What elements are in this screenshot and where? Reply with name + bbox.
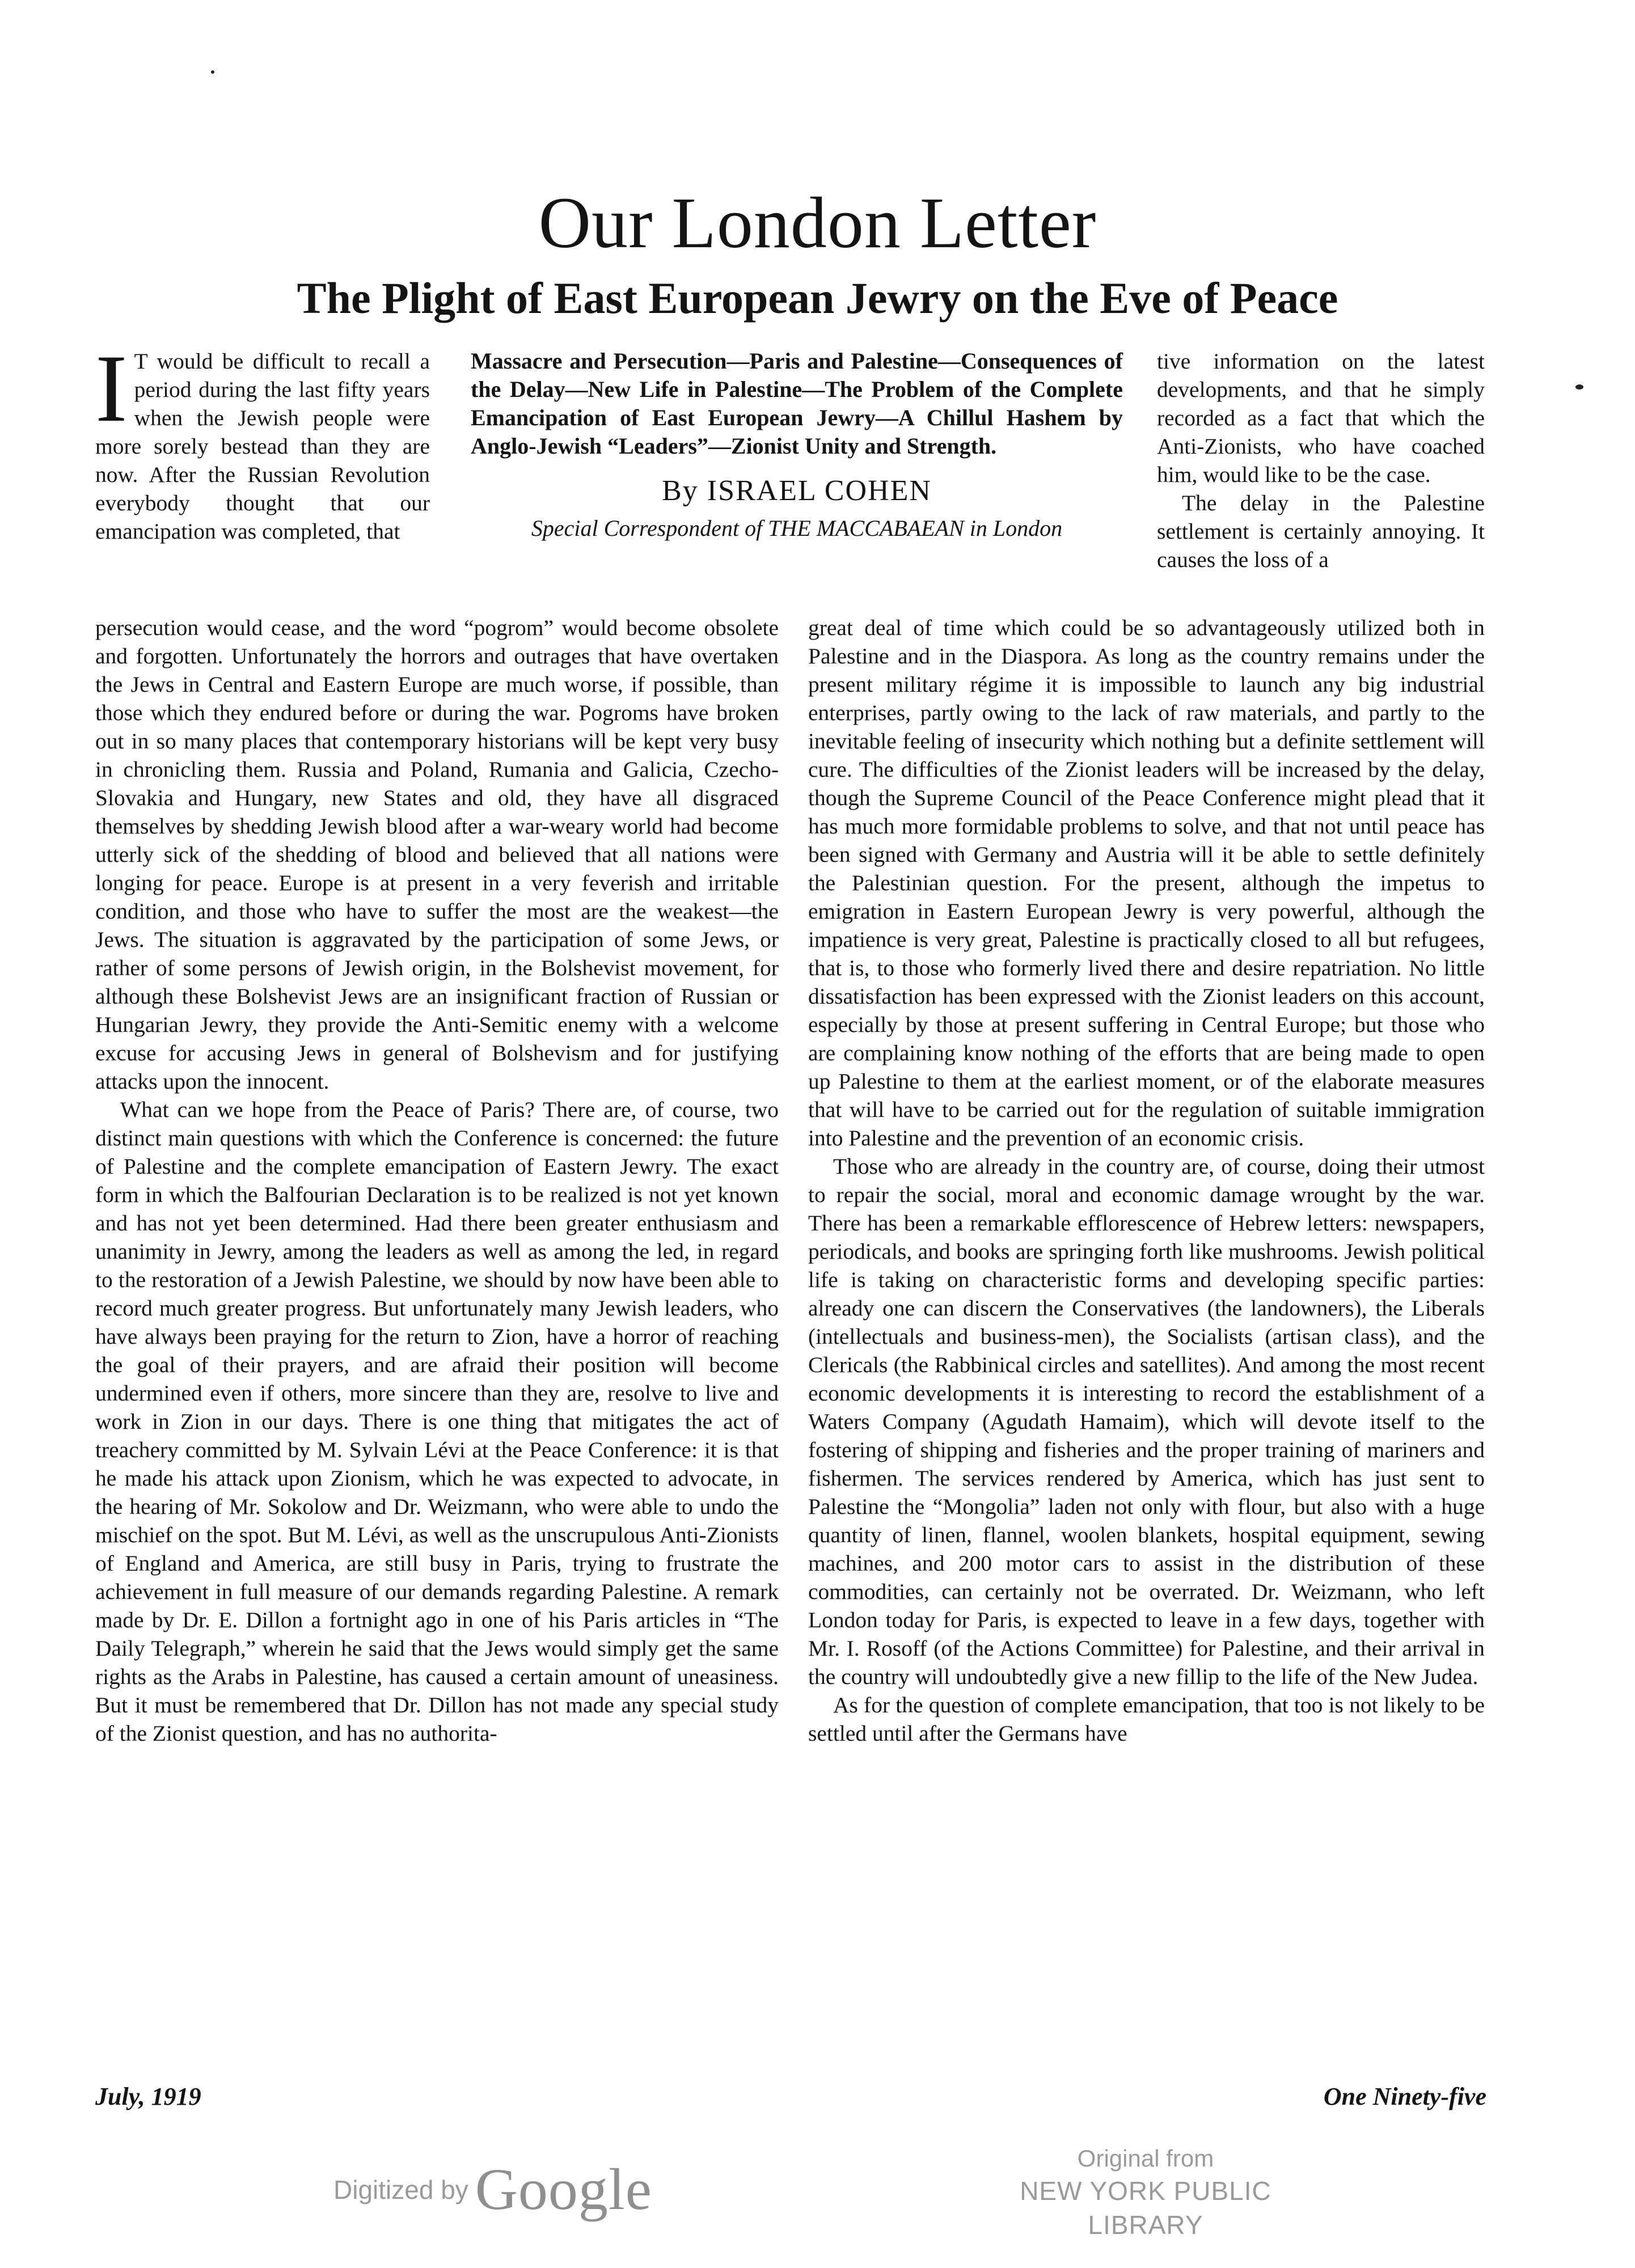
scan-speck [1575, 384, 1583, 390]
google-logo: Google [475, 2157, 652, 2222]
scan-speck [211, 70, 214, 74]
library-attribution [975, 2143, 1316, 2242]
article-subtitle: The Plight of East European Jewry on the Eve of Peace [297, 273, 1338, 323]
column-right-top [1157, 347, 1485, 574]
paragraph: What can we hope from the Peace of Paris? There are, of course, two distinct main questions with which the Conference is concerned: the future of Palestine and the complete emancipation of Eastern Jewry. The exact form in which the Balfourian Declaration is to be realized is not yet known and has not yet been determined. Had there been greater enthusiasm and unanimity in Jewry, among the leaders as well as among the led, in regard to the restoration of a Jewish Palestine, we should by now have been able to record much greater progress. But unfortunately many Jewish leaders, who have always been praying for the return to Zion, have a horror of reaching the goal of their prayers, and are afraid their position will become undermined even if others, more sincere than they are, resolve to live and work in Zion in our days. There is one thing that mitigates the act of treachery committed by M. Sylvain Lévi at the Peace Conference: it is that he made his attack upon Zionism, which he was expected to advocate, in the hearing of Mr. Sokolow and Dr. Weizmann, who were able to undo the mischief on the spot. But M. Lévi, as well as the unscrupulous Anti-Zionists of England and America, are still busy in Paris, trying to frustrate the achievement in full measure of our demands regarding Palestine. A remark made by Dr. E. Dillon a fortnight ago in one of his Paris articles in “The Daily Telegraph,” wherein he said that the Jews would simply get the same rights as the Arabs in Palestine, has caused a certain amount of uneasiness. But it must be remembered that Dr. Dillon has not made any special study of the Zionist question, and has no authorita- [95, 1097, 779, 1746]
paragraph: As for the question of complete emancipation, that too is not likely to be settled until after the Germans have [808, 1692, 1485, 1746]
drop-cap: I [95, 335, 128, 442]
column-left-top [95, 335, 430, 545]
paragraph: tive information on the latest developments, and that he simply recorded as a fact that which the Anti-Zionists, who have coached him, would like to be the case. [1157, 349, 1485, 487]
library-name: NEW YORK PUBLIC LIBRARY [1020, 2176, 1271, 2240]
paragraph: The delay in the Palestine settlement is certainly annoying. It causes the loss of a [1157, 490, 1485, 572]
article-header-block [471, 347, 1123, 542]
page-number: One Ninety-five [1323, 2083, 1486, 2110]
article-title: Our London Letter [538, 183, 1097, 263]
opening-text: T would be difficult to recall a period during the last fifty years when the Jewish people were more sorely bestead than they are now. After the Russian Revolution everybody thought that our emancipation was completed, that [95, 349, 430, 544]
paragraph: Those who are already in the country are, of course, doing their utmost to repair the social, moral and economic damage wrought by the war. There has been a remarkable efflorescence of Hebrew letters: newspapers, periodicals, and books are springing forth like mushrooms. Jewish political life is taking on characteristic forms and developing specific parties: already one can discern the Conservatives (the landowners), the Liberals (intellectuals and business-men), the Socialists (artisan class), and the Clericals (the Rabbinical circles and satellites). And among the most recent economic developments it is interesting to record the establishment of a Waters Company (Agudath Hamaim), which will devote itself to the fostering of shipping and fisheries and the proper training of mariners and fishermen. The services rendered by America, which has just sent to Palestine the “Mongolia” laden not only with flour, but also with a huge quantity of linen, flannel, woolen blankets, hospital equipment, sewing machines, and 200 motor cars to assist in the distribution of these commodities, can certainly not be overrated. Dr. Weizmann, who left London today for Paris, is expected to leave in a few days, together with Mr. I. Rosoff (of the Actions Committee) for Palestine, and their arrival in the country will undoubtedly give a new fillip to the life of the New Judea. [808, 1154, 1485, 1689]
byline: By ISRAEL COHEN [662, 475, 932, 507]
original-from-label: Original from [1077, 2145, 1214, 2172]
correspondent-credit: Special Correspondent of THE MACCABAEAN in London [531, 515, 1063, 541]
digitized-by-label: Digitized by [333, 2175, 468, 2204]
column-right [808, 613, 1485, 1747]
article-summary: Massacre and Persecution—Paris and Palestine—Consequences of the Delay—New Life in Palestine—The Problem of the Complete Emancipation of East European Jewry—A Chillul Hashem by Anglo-Jewish “Leaders”—Zionist Unity and Strength. [471, 348, 1123, 459]
paragraph: persecution would cease, and the word “pogrom” would become obsolete and forgotten. Unfortunately the horrors and outrages that have overtaken the Jews in Central and Eastern Europe are much worse, if possible, than those which they endured before or during the war. Pogroms have broken out in so many places that contemporary historians will be kept very busy in chronicling them. Russia and Poland, Rumania and Galicia, Czecho-Slovakia and Hungary, new States and old, they have all disgraced themselves by shedding Jewish blood after a war-weary world had become utterly sick of the shedding of blood and believed that all nations were longing for peace. Europe is at present in a very feverish and irritable condition, and those who have to suffer the most are the weakest—the Jews. The situation is aggravated by the participation of some Jews, or rather of some persons of Jewish origin, in the Bolshevist movement, for although these Bolshevist Jews are an insignificant fraction of Russian or Hungarian Jewry, they provide the Anti-Semitic enemy with a welcome excuse for accusing Jews in general of Bolshevism and for justifying attacks upon the innocent. [95, 615, 779, 1094]
digitized-by-watermark [333, 2156, 652, 2223]
opening-paragraph [95, 335, 430, 545]
paragraph: great deal of time which could be so advantageously utilized both in Palestine and in the Diaspora. As long as the country remains under the present military régime it is impossible to launch any big industrial enterprises, partly owing to the lack of raw materials, and partly to the inevitable feeling of insecurity which nothing but a definite settlement will cure. The difficulties of the Zionist leaders will be increased by the delay, though the Supreme Council of the Peace Conference might plead that it has much more formidable problems to solve, and that not until peace has been signed with Germany and Austria will it be able to settle definitely the Palestinian question. For the present, although the impetus to emigration in Eastern European Jewry is very powerful, although the impatience is very great, Palestine is practically closed to all but refugees, that is, to those who formerly lived there and desire repatriation. No little dissatisfaction has been expressed with the Zionist leaders on this account, especially by those at present suffering in Central Europe; but those who are complaining know nothing of the efforts that are being made to open up Palestine to them at the earliest moment, or of the elaborate measures that will have to be carried out for the regulation of suitable immigration into Palestine and the prevention of an economic crisis. [808, 615, 1485, 1150]
issue-date: July, 1919 [95, 2083, 201, 2110]
column-left [95, 613, 779, 1747]
